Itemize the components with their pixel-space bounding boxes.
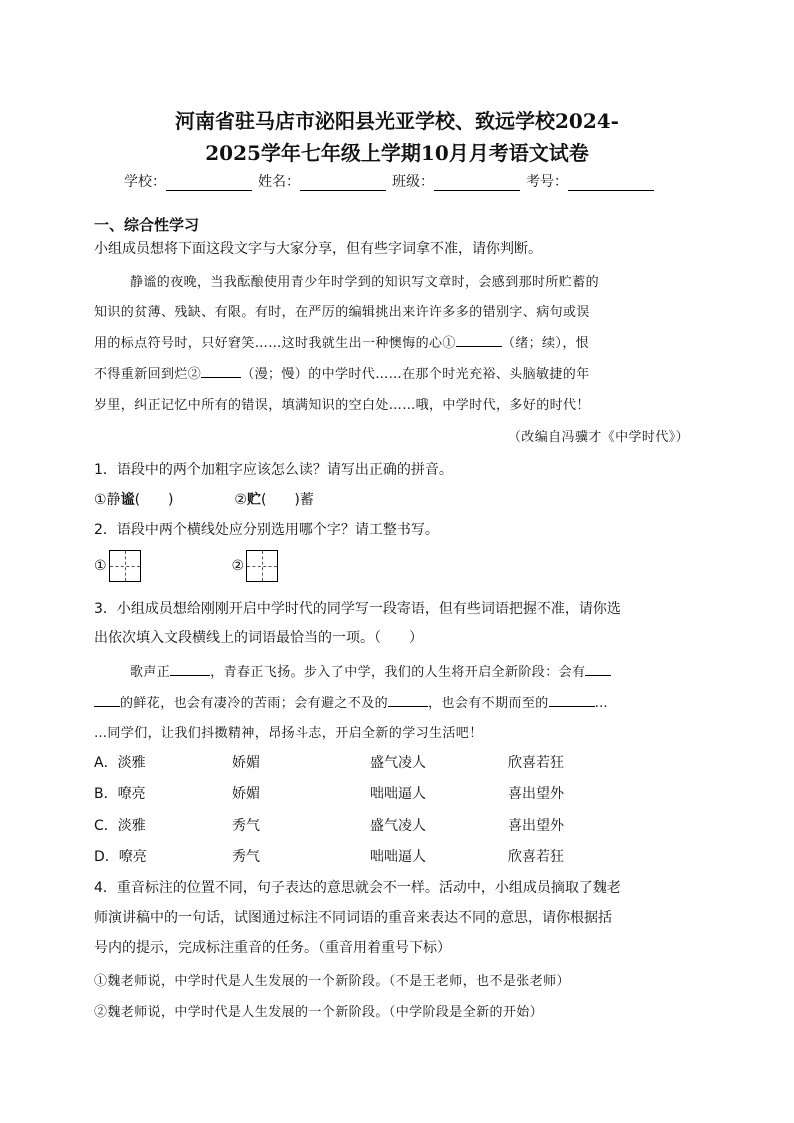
- question-4-line2: 师演讲稿中的一句话，试图通过标注不同词语的重音来表达不同的意思，请你根据括: [94, 910, 612, 926]
- option-c-w2: 秀气: [232, 818, 260, 834]
- school-blank[interactable]: [166, 174, 252, 191]
- section-intro: 小组成员想将下面这段文字与大家分享，但有些字词拿不准，请你判断。: [94, 241, 542, 257]
- question-4-line1: 4．重音标注的位置不同，句子表达的意思就会不一样。活动中，小组成员摘取了魏老: [94, 880, 621, 896]
- q1-b-prefix: ②: [234, 492, 247, 508]
- option-d-w3: 咄咄逼人: [370, 849, 426, 865]
- school-label: 学校：: [124, 174, 166, 190]
- name-label: 姓名：: [258, 174, 300, 190]
- option-a-w2: 娇媚: [232, 755, 260, 771]
- question-3-line1: 3．小组成员想给刚刚开启中学时代的同学写一段寄语，但有些词语把握不准，请你选: [94, 601, 621, 617]
- option-b-w4: 喜出望外: [508, 786, 564, 802]
- passage-line-4: [94, 363, 706, 382]
- q3-passage-1a: 歌声正: [130, 665, 171, 680]
- q1-a-char: 谧: [120, 492, 135, 508]
- q1-b-suffix: 蓄: [299, 492, 314, 508]
- class-label: 班级：: [392, 174, 434, 190]
- answer-box-2[interactable]: [246, 550, 278, 582]
- blank-1[interactable]: [456, 334, 502, 347]
- option-c-w4: 喜出望外: [508, 818, 564, 834]
- exam-number-blank[interactable]: [568, 174, 654, 191]
- option-c-w3: 盛气凌人: [370, 818, 426, 834]
- option-b-w1: B．嘹亮: [94, 786, 146, 802]
- option-a-w1: A．淡雅: [94, 755, 146, 771]
- option-d-w2: 秀气: [232, 849, 260, 865]
- option-b[interactable]: [94, 783, 706, 803]
- question-3-line2: 出依次填入文段横线上的词语最恰当的一项。（ ）: [94, 630, 423, 646]
- option-d[interactable]: [94, 846, 706, 866]
- option-a-w3: 盛气凌人: [370, 755, 426, 771]
- passage-line-3a: 用的标点符号时，只好窘笑……这时我就生出一种懊悔的心①: [94, 336, 456, 351]
- q1-a-paren[interactable]: ( ): [134, 492, 174, 508]
- q3-blank-2b[interactable]: [94, 694, 120, 707]
- passage-line-2: 知识的贫薄、残缺、有限。有时，在严厉的编辑挑出来许许多多的错别字、病句或误: [94, 305, 590, 320]
- option-b-w2: 娇媚: [232, 786, 260, 802]
- blank-2[interactable]: [201, 365, 241, 378]
- q3-passage-line-3: …同学们，让我们抖擞精神，昂扬斗志，开启全新的学习生活吧！: [94, 726, 483, 741]
- exam-number-label: 考号：: [526, 174, 568, 190]
- q3-passage-2b: ，也会有不期而至的: [428, 696, 549, 711]
- q3-blank-4[interactable]: [549, 694, 595, 707]
- q3-blank-1[interactable]: [170, 663, 210, 676]
- question-2-boxes: [94, 550, 706, 582]
- q3-passage-line-2: [94, 692, 706, 711]
- name-blank[interactable]: [300, 174, 386, 191]
- question-2: 2．语段中两个横线处应分别选用哪个字？请工整书写。: [94, 522, 439, 538]
- question-4-item1: ①魏老师说，中学时代是人生发展的一个新阶段。（不是王老师，也不是张老师）: [94, 974, 570, 989]
- exam-title-line2: 2025学年七年级上学期10月月考语文试卷: [205, 141, 589, 165]
- q3-blank-2a[interactable]: [585, 663, 611, 676]
- passage-line-5: 岁里，纠正记忆中所有的错误，填满知识的空白处……哦，中学时代，多好的时代！: [94, 398, 590, 413]
- passage-source: （改编自冯骥才《中学时代》）: [507, 430, 689, 445]
- box1-label: ①: [94, 558, 107, 574]
- q3-blank-3[interactable]: [388, 694, 428, 707]
- passage-line-4b: （漫；慢）的中学时代……在那个时光充裕、头脑敏捷的年: [241, 367, 590, 382]
- q3-passage-2c: …: [594, 696, 609, 711]
- q1-b-char: 贮: [246, 492, 261, 508]
- option-d-w4: 欣喜若狂: [508, 849, 564, 865]
- option-d-w1: D．嘹亮: [94, 849, 147, 865]
- passage-line-4a: 不得重新回到烂②: [94, 367, 202, 382]
- question-1-answers: [94, 489, 706, 509]
- q1-a-prefix: ①静: [94, 492, 121, 508]
- question-4-line3: 号内的提示，完成标注重音的任务。（重音用着重号下标）: [94, 940, 451, 956]
- box2-label: ②: [231, 558, 245, 574]
- option-a-w4: 欣喜若狂: [508, 755, 564, 771]
- option-c-w1: C．淡雅: [94, 818, 146, 834]
- passage-line-3b: （绪；续），恨: [501, 336, 590, 351]
- answer-box-1[interactable]: [109, 550, 141, 582]
- q3-passage-line-1: [130, 661, 742, 680]
- section-heading: 一、综合性学习: [94, 216, 200, 234]
- q3-passage-2a: 的鲜花，也会有凄冷的苦雨；会有避之不及的: [120, 696, 389, 711]
- option-b-w3: 咄咄逼人: [370, 786, 426, 802]
- q3-passage-1b: ，青春正飞扬。步入了中学，我们的人生将开启全新阶段：会有: [210, 665, 586, 680]
- exam-title-line1: 河南省驻马店市泌阳县光亚学校、致远学校2024-: [175, 109, 619, 133]
- class-blank[interactable]: [434, 174, 520, 191]
- option-a[interactable]: [94, 752, 706, 772]
- passage-line-3: [94, 332, 706, 351]
- passage-line-1: 静谧的夜晚，当我酝酿使用青少年时学到的知识写文章时，会感到那时所贮蓄的: [130, 275, 600, 290]
- question-1: 1．语段中的两个加粗字应该怎么读？请写出正确的拼音。: [94, 462, 453, 478]
- student-info-line: [124, 171, 684, 191]
- q1-b-paren[interactable]: ( ): [260, 492, 300, 508]
- option-c[interactable]: [94, 815, 706, 835]
- question-4-item2: ②魏老师说，中学时代是人生发展的一个新阶段。（中学阶段是全新的开始）: [94, 1005, 544, 1020]
